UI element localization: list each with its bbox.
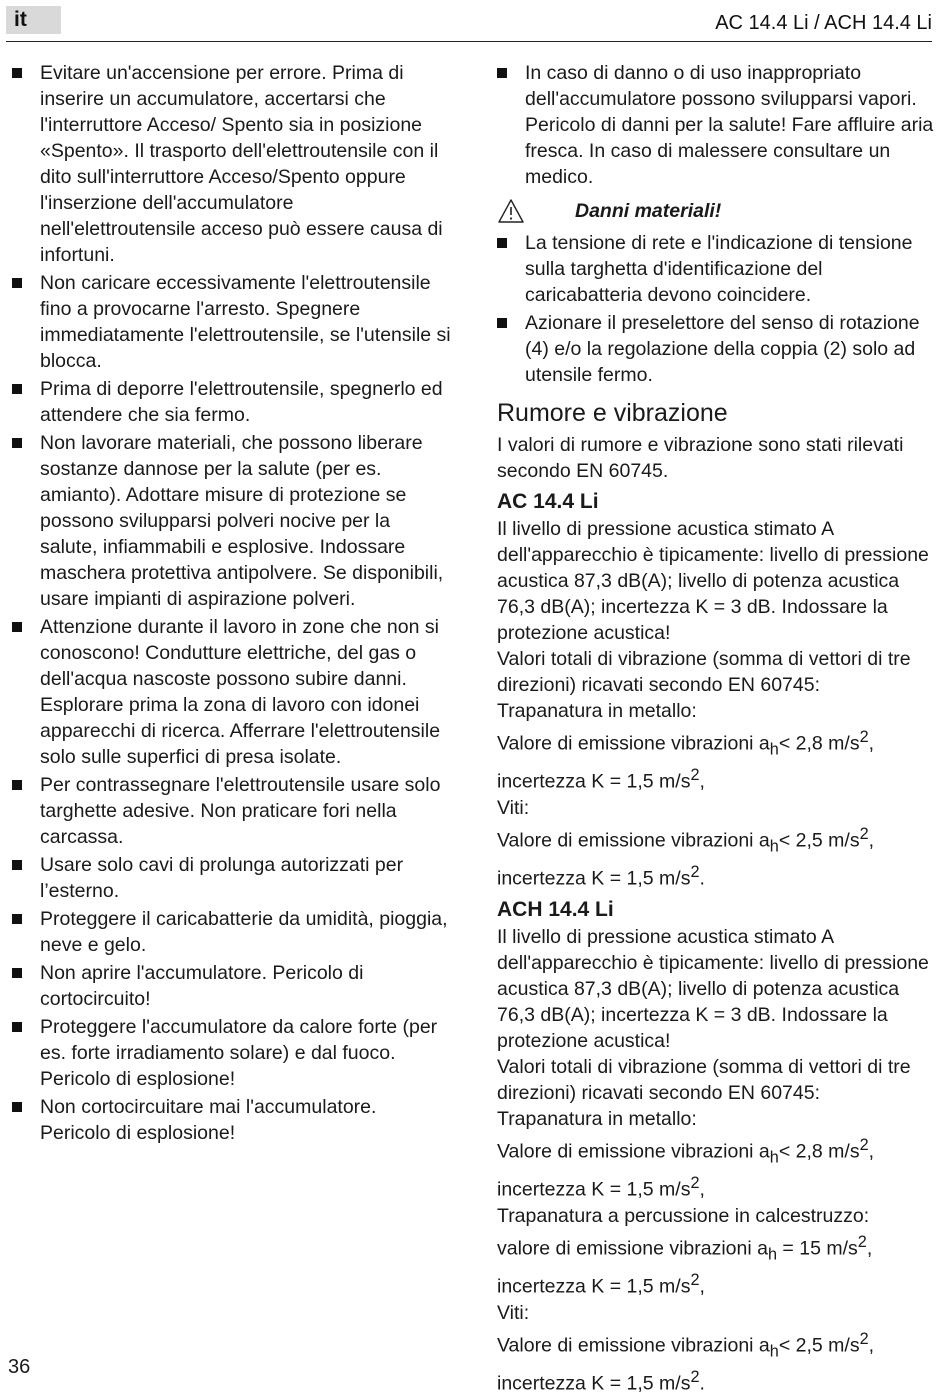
screw-value: Valore di emissione vibrazioni $a_h< 2,5$ $m/s^2$, incertezza K = 1,5 $m/s^2$. bbox=[497, 824, 875, 890]
model-heading-ac: AC 14.4 Li bbox=[497, 490, 599, 513]
list-item: Prima di deporre l'elettroutensile, spegnerlo ed attendere che sia fermo. bbox=[12, 376, 452, 428]
warning-title: Danni materiali! bbox=[575, 200, 722, 222]
list-item: Usare solo cavi di prolunga autorizzati per l’esterno. bbox=[12, 852, 452, 904]
list-item: Non aprire l'accumulatore. Pericolo di cortocircuito! bbox=[12, 960, 452, 1012]
list-item: Per contrassegnare l'elettroutensile usare solo targhette adesive. Non praticare fori nella carcassa. bbox=[12, 772, 452, 850]
section-heading: Rumore e vibrazione bbox=[497, 399, 728, 427]
vibration-intro: Valori totali di vibrazione (somma di vettori di tre direzioni) ricavati secondo EN 60745: bbox=[497, 1055, 911, 1104]
list-item: Proteggere l'accumulatore da calore forte (per es. forte irradiamento solare) e dal fuoco. Pericolo di esplosione! bbox=[12, 1014, 452, 1092]
warning-triangle-icon bbox=[497, 198, 525, 224]
screw-label: Viti: bbox=[497, 1301, 530, 1324]
drill-value: Valore di emissione vibrazioni $a_h< 2,8$ $m/s^2$, incertezza K = 1,5 $m/s^2$, bbox=[497, 1135, 875, 1201]
damage-list bbox=[497, 230, 937, 388]
list-item: Non lavorare materiali, che possono liberare sostanze dannose per la salute (per es. amianto). Adottare misure di protezione se possono svilupparsi polveri nocive per la salute, infiammabili e esplosive. Indossare maschera protettiva antipolvere. Se disponibili, usare impianti di aspirazione polveri. bbox=[12, 430, 452, 612]
language-tag: it bbox=[6, 6, 61, 34]
battery-warning-list bbox=[497, 60, 937, 190]
list-item: Non cortocircuitare mai l'accumulatore. Pericolo di esplosione! bbox=[12, 1094, 452, 1146]
screw-label: Viti: bbox=[497, 796, 530, 819]
list-item: Attenzione durante il lavoro in zone che non si conoscono! Condutture elettriche, del gas o dell'acqua nascoste possono subire danni. Esplorare prima la zona di lavoro con idonei apparecchi di ricerca. Afferrare l'elettroutensile solo sulle superfici di presa isolate. bbox=[12, 614, 452, 770]
list-item: La tensione di rete e l'indicazione di tensione sulla targhetta d'identificazione del caricabatteria devono coincidere. bbox=[497, 230, 937, 308]
vibration-intro: Valori totali di vibrazione (somma di vettori di tre direzioni) ricavati secondo EN 60745: bbox=[497, 648, 911, 696]
drill-label: Trapanatura in metallo: bbox=[497, 700, 697, 722]
list-item: Proteggere il caricabatterie da umidità, pioggia, neve e gelo. bbox=[12, 906, 452, 958]
drill-value: Valore di emissione vibrazioni $a_h< 2,8$ $m/s^2$, incertezza K = 1,5 $m/s^2$, bbox=[497, 728, 875, 793]
document-title: AC 14.4 Li / ACH 14.4 Li bbox=[715, 12, 932, 34]
hammer-drill-label: Trapanatura a percussione in calcestruzzo: bbox=[497, 1204, 870, 1227]
list-item: In caso di danno o di uso inappropriato dell'accumulatore possono svilupparsi vapori. Pericolo di danni per la salute! Fare affluire aria fresca. In caso di malessere consultare un medico. bbox=[497, 60, 937, 190]
noise-paragraph: Il livello di pressione acustica stimato A dell'apparecchio è tipicamente: livello di pressione acustica 87,3 dB(A); livello di potenza acustica 76,3 dB(A); incertezza K = 3 dB. Indossare la protezione acustica! bbox=[497, 518, 929, 644]
list-item: Non caricare eccessivamente l'elettroutensile fino a provocarne l'arresto. Spegnere immediatamente l'elettroutensile, se l'utensile si blocca. bbox=[12, 270, 452, 374]
section-intro: I valori di rumore e vibrazione sono stati rilevati secondo EN 60745. bbox=[497, 434, 904, 482]
list-item: Evitare un'accensione per errore. Prima di inserire un accumulatore, accertarsi che l'interruttore Acceso/ Spento sia in posizione «Spento». Il trasporto dell'elettroutensile con il dito sull'interruttore Acceso/Spento oppure l'inserzione dell'accumulatore nell'elettroutensile acceso può essere causa di infortuni. bbox=[12, 60, 452, 268]
model-heading-ach: ACH 14.4 Li bbox=[497, 897, 614, 921]
drill-label: Trapanatura in metallo: bbox=[497, 1107, 697, 1130]
right-column bbox=[497, 60, 937, 1396]
header-divider bbox=[6, 41, 932, 42]
hammer-drill-value: valore di emissione vibrazioni $a_h = 15$ $m/s^2$, incertezza K = 1,5 $m/s^2$, bbox=[497, 1232, 873, 1298]
noise-paragraph: Il livello di pressione acustica stimato A dell'apparecchio è tipicamente: livello di pressione acustica 87,3 dB(A); livello di potenza acustica 76,3 dB(A); incertezza K = 3 dB. Indossare la protezione acustica! bbox=[497, 925, 929, 1052]
page-number: 36 bbox=[8, 1356, 31, 1378]
list-item: Azionare il preselettore del senso di rotazione (4) e/o la regolazione della coppia (2) solo ad utensile fermo. bbox=[497, 310, 937, 388]
safety-list bbox=[12, 60, 452, 1146]
property-damage-warning bbox=[497, 198, 937, 224]
left-column bbox=[12, 60, 452, 1148]
screw-value: Valore di emissione vibrazioni $a_h< 2,5$ $m/s^2$, incertezza K = 1,5 $m/s^2$. bbox=[497, 1329, 875, 1395]
